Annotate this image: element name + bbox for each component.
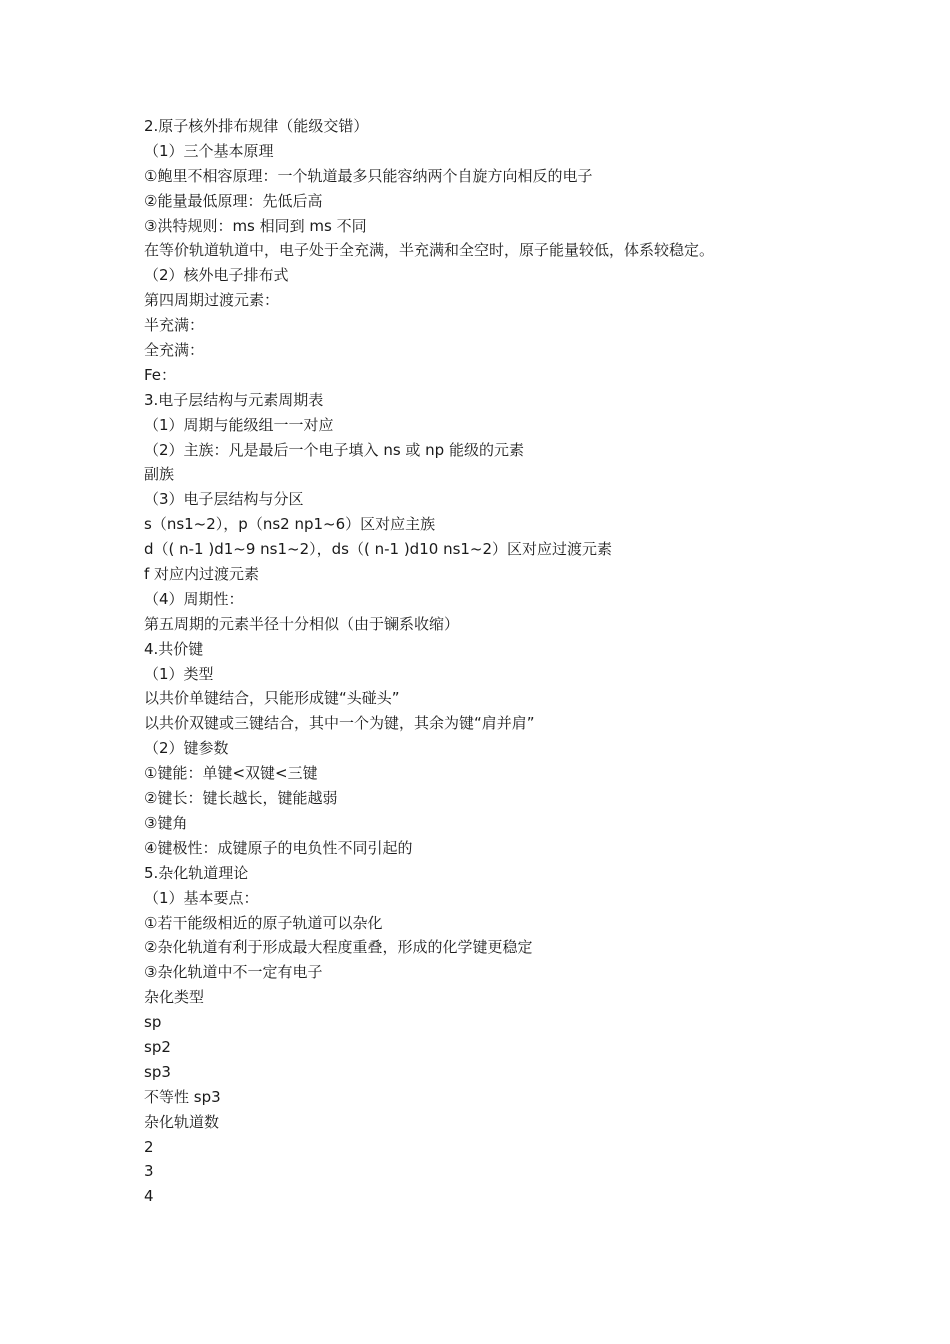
text-line: d（( n-1 )d1~9 ns1~2），ds（( n-1 )d10 ns1~2）区对应过渡元素 xyxy=(144,540,613,559)
text-line: 2 xyxy=(144,1137,154,1156)
text-line: 副族 xyxy=(144,465,175,484)
text-line: ①若干能级相近的原子轨道可以杂化 xyxy=(144,913,383,932)
text-line: 杂化轨道数 xyxy=(144,1112,220,1131)
text-line: s（ns1~2），p（ns2 np1~6）区对应主族 xyxy=(144,515,436,534)
text-line: 以共价单键结合，只能形成键“头碰头” xyxy=(144,689,400,708)
text-line: （2）主族：凡是最后一个电子填入 ns 或 np 能级的元素 xyxy=(144,440,524,459)
text-line: 第四周期过渡元素： xyxy=(144,291,280,310)
subheading-block-division: （3）电子层结构与分区 xyxy=(144,490,304,509)
text-line: ①键能：单键<双键<三键 xyxy=(144,764,318,783)
text-line: sp xyxy=(144,1013,162,1032)
text-line: 全充满： xyxy=(144,341,205,360)
text-line: ③键角 xyxy=(144,813,188,832)
subheading-configuration-formula: （2）核外电子排布式 xyxy=(144,266,289,285)
text-line: ③杂化轨道中不一定有电子 xyxy=(144,963,323,982)
document-body xyxy=(144,114,844,1209)
text-line: f 对应内过渡元素 xyxy=(144,565,260,584)
text-line: 第五周期的元素半径十分相似（由于镧系收缩） xyxy=(144,614,460,633)
section-heading-covalent-bond: 4.共价键 xyxy=(144,639,204,658)
text-line: ④键极性：成键原子的电负性不同引起的 xyxy=(144,838,413,857)
text-line: 4 xyxy=(144,1187,154,1206)
text-line: （1）周期与能级组一一对应 xyxy=(144,415,334,434)
section-heading-electron-configuration: 2.原子核外排布规律（能级交错） xyxy=(144,117,369,135)
section-heading-hybridization: 5.杂化轨道理论 xyxy=(144,863,249,882)
subheading-key-points: （1）基本要点： xyxy=(144,888,259,907)
text-line: 半充满： xyxy=(144,316,205,335)
section-heading-periodic-table: 3.电子层结构与元素周期表 xyxy=(144,390,324,409)
text-line: 以共价双键或三键结合，其中一个为键，其余为键“肩并肩” xyxy=(144,714,535,733)
text-line: ③洪特规则：ms 相同到 ms 不同 xyxy=(144,216,367,235)
subheading-periodicity: （4）周期性： xyxy=(144,589,244,608)
text-line: ②能量最低原理：先低后高 xyxy=(144,191,323,210)
text-line: sp3 xyxy=(144,1062,171,1081)
text-line: ②杂化轨道有利于形成最大程度重叠，形成的化学键更稳定 xyxy=(144,938,533,957)
subheading-bond-types: （1）类型 xyxy=(144,664,214,683)
text-line: ①鲍里不相容原理：一个轨道最多只能容纳两个自旋方向相反的电子 xyxy=(144,166,593,185)
subheading-three-principles: （1）三个基本原理 xyxy=(144,141,274,160)
text-line: sp2 xyxy=(144,1037,171,1056)
text-line: 3 xyxy=(144,1162,154,1181)
text-line: 杂化类型 xyxy=(144,988,205,1007)
text-line: 不等性 sp3 xyxy=(144,1087,221,1106)
text-line: Fe： xyxy=(144,365,177,384)
text-line: ②键长：键长越长，键能越弱 xyxy=(144,789,338,808)
subheading-bond-parameters: （2）键参数 xyxy=(144,739,229,758)
text-line: 在等价轨道轨道中，电子处于全充满，半充满和全空时，原子能量较低，体系较稳定。 xyxy=(144,241,715,260)
